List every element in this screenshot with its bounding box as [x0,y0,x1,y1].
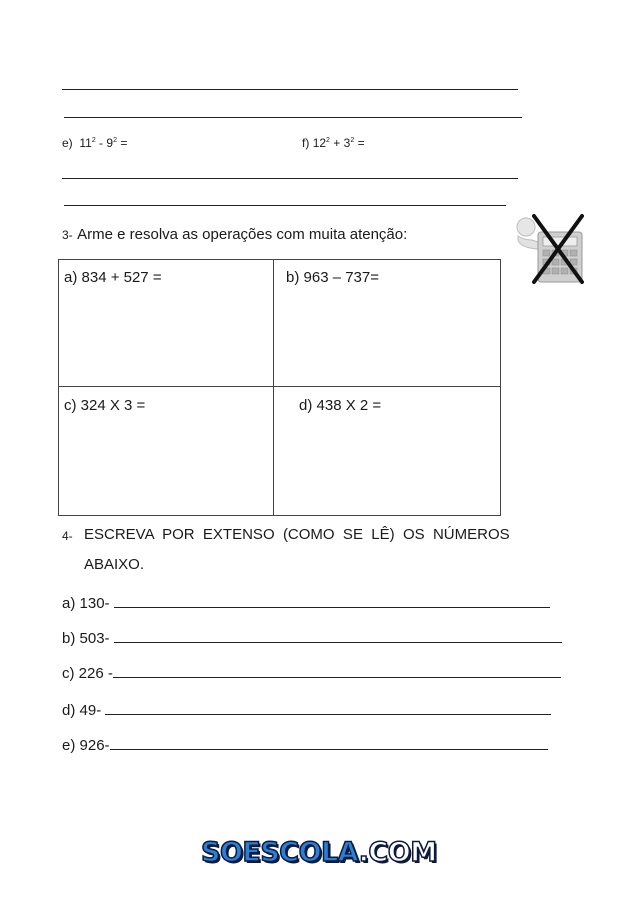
soescola-logo: SOESCOLA.COM [201,837,437,868]
grid-divider [59,386,500,387]
operation-d: d) 438 X 2 = [299,397,382,414]
answer-line [64,117,522,118]
exercise-e: e) $11^2 - 9^2$ = [62,136,128,150]
list-item: b) 503- [62,628,562,647]
list-item: d) 49- [62,700,551,719]
list-item: c) 226 - [62,663,561,682]
answer-line [64,205,506,206]
answer-blank[interactable] [105,700,551,715]
list-item: a) 130- [62,593,550,612]
list-item: e) 926- [62,735,548,754]
operations-grid [58,259,501,516]
question-3-heading: 3- Arme e resolva as operações com muita atenção: [62,226,408,243]
answer-blank[interactable] [114,628,562,643]
grid-divider [273,260,274,515]
no-calculator-icon [514,210,586,286]
exercise-f: f) $12^2 + 3^2$ = [302,136,365,150]
answer-blank[interactable] [113,663,561,678]
operation-c: c) 324 X 3 = [64,397,146,414]
answer-line [62,89,518,90]
answer-line [62,178,518,179]
operation-b: b) 963 – 737= [286,269,379,286]
answer-blank[interactable] [114,593,550,608]
answer-blank[interactable] [110,735,548,750]
operation-a: a) 834 + 527 = [64,269,162,286]
